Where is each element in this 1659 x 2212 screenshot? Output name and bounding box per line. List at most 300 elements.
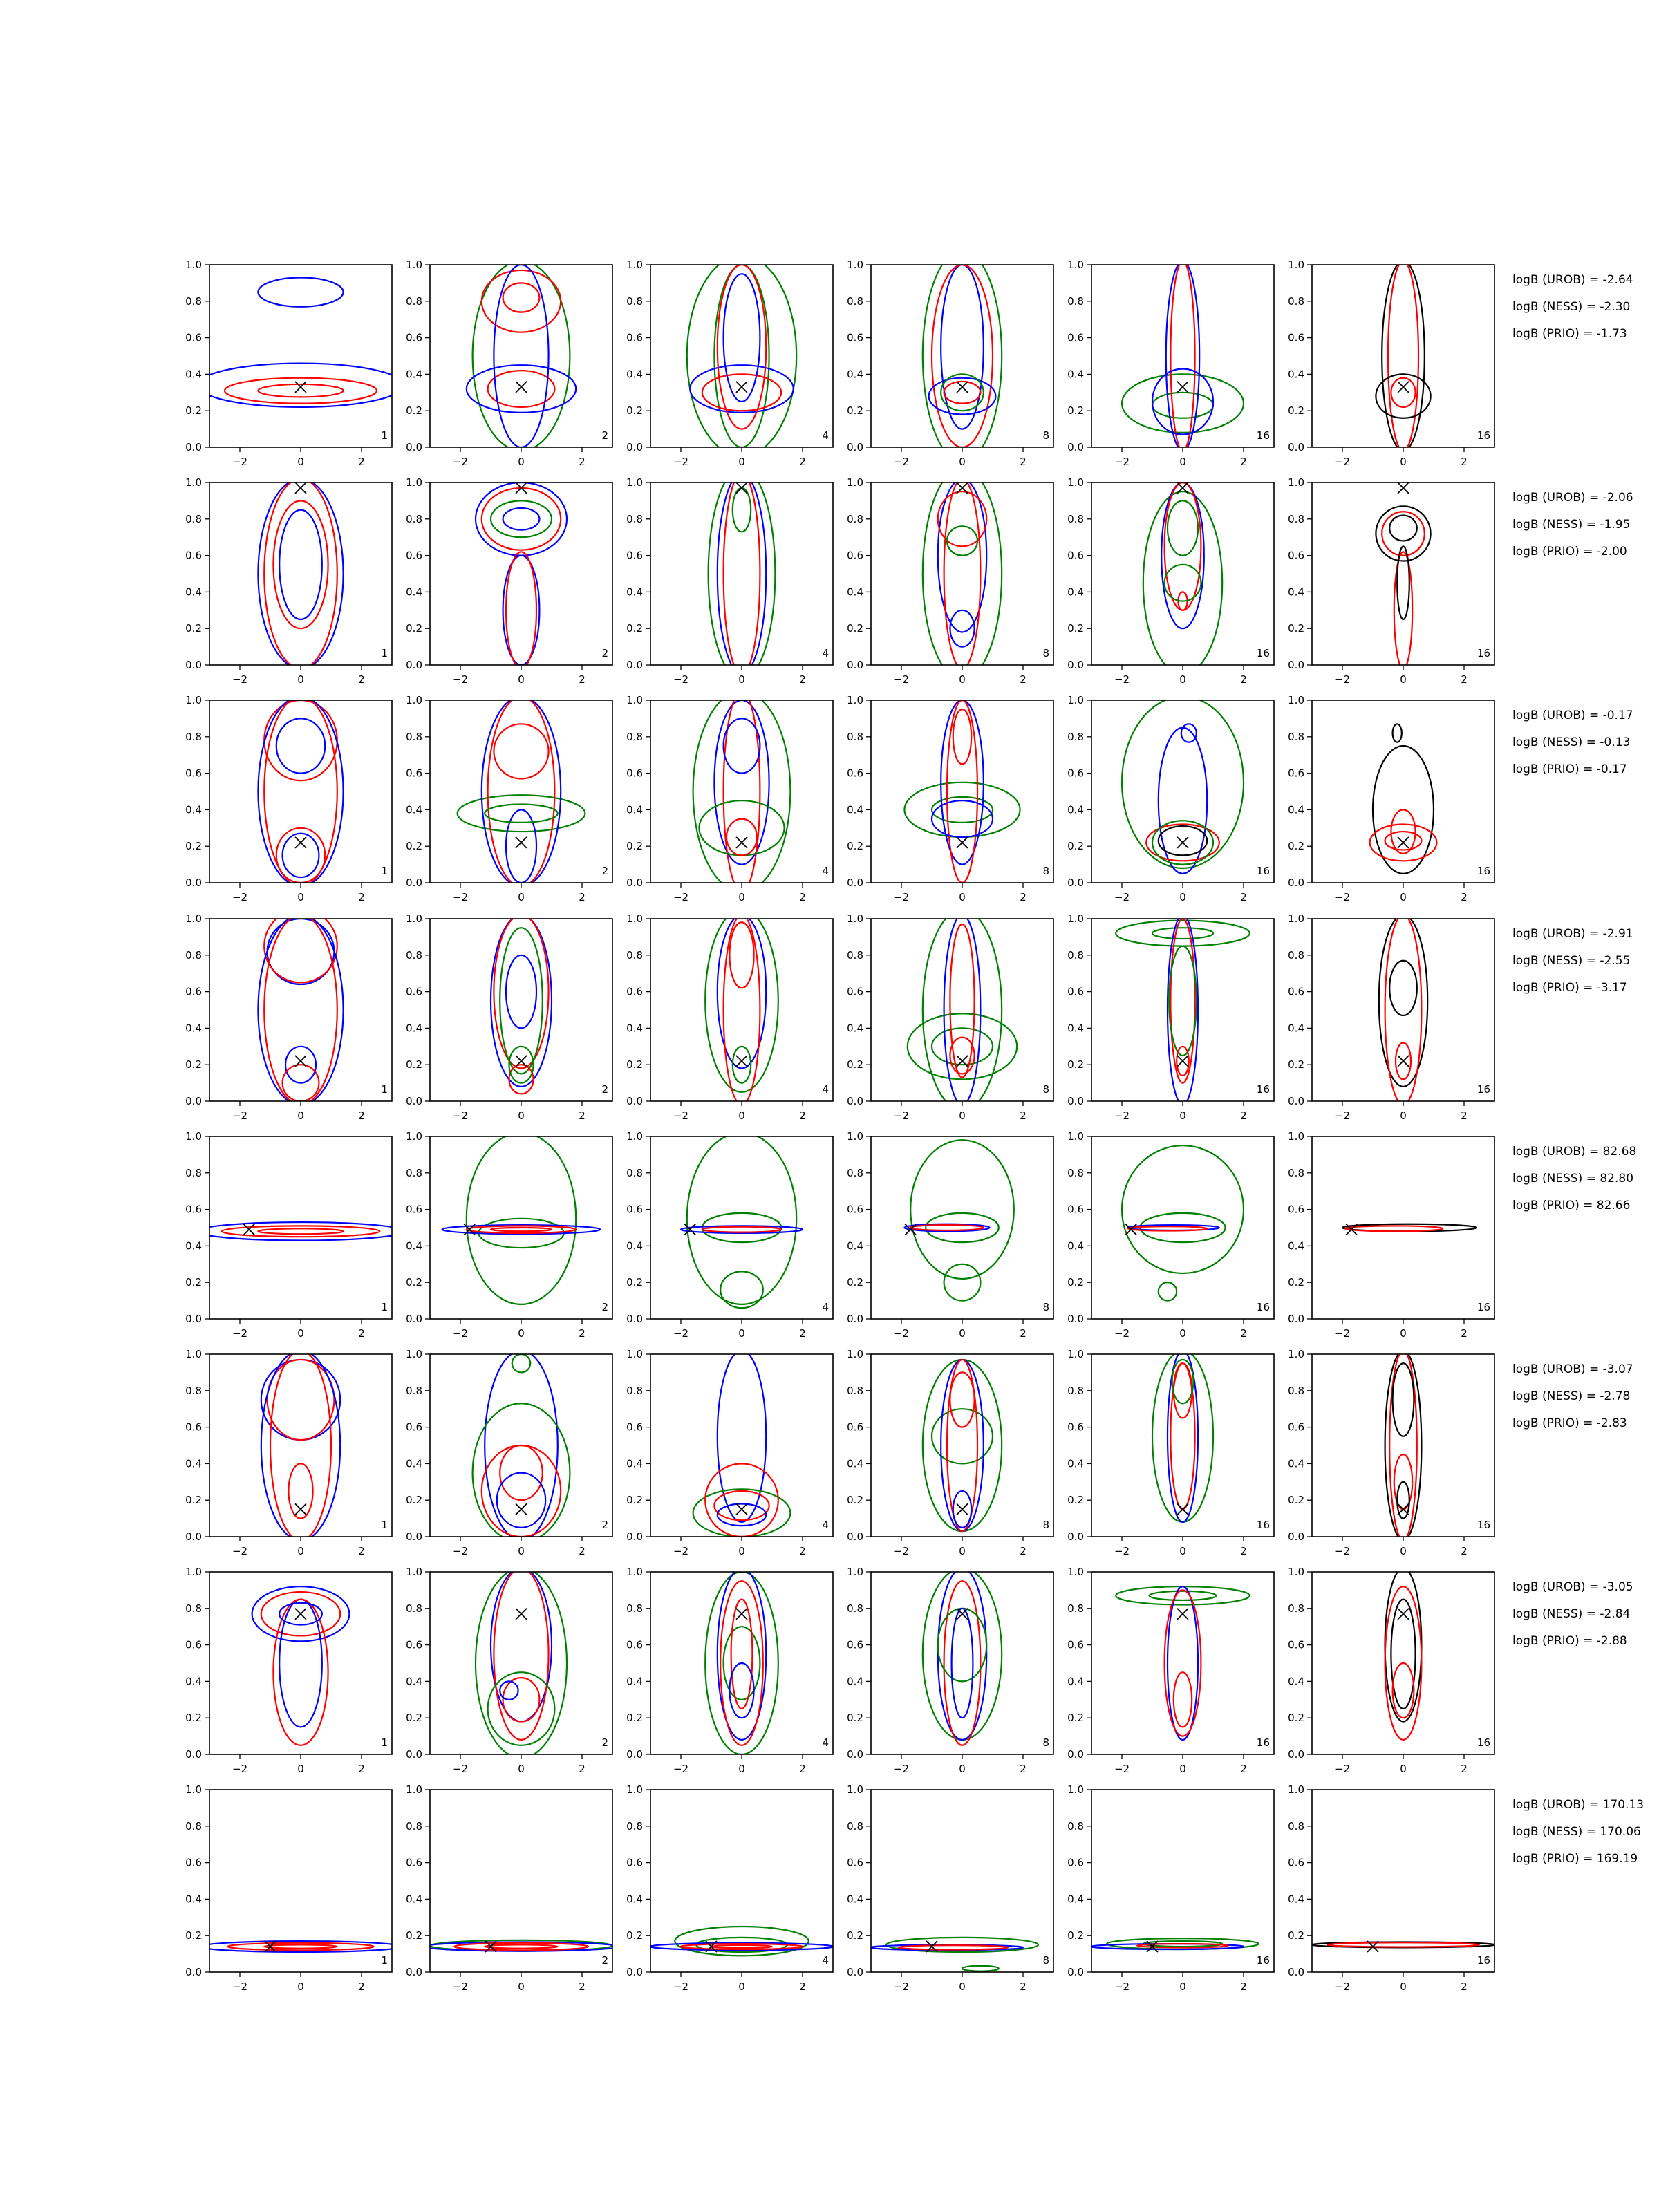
contour-ness: [724, 474, 760, 674]
x-tick-label: 0: [738, 1545, 745, 1557]
axes-frame: [1091, 482, 1274, 665]
logb-annotations-r5: [1512, 1145, 1636, 1212]
panel-r1-c2: [406, 259, 612, 468]
axes-frame: [871, 700, 1053, 883]
contour-group: [258, 697, 343, 887]
contour-group: [904, 1140, 1013, 1300]
contour-group: [871, 1938, 1038, 1971]
x-tick-label: 0: [1179, 891, 1186, 903]
y-tick-label: 1.0: [185, 1783, 202, 1796]
y-tick-label: 0.4: [406, 803, 422, 816]
y-tick-label: 0.2: [1067, 1712, 1084, 1725]
logb-annotations-r6: [1512, 1362, 1633, 1430]
contour-group: [252, 1586, 350, 1745]
y-tick-label: 0.0: [1288, 877, 1304, 889]
y-tick-label: 0.4: [185, 1239, 202, 1253]
y-tick-label: 1.0: [1288, 1566, 1304, 1578]
contour-prio: [1116, 1586, 1250, 1604]
y-tick-label: 1.0: [1067, 1130, 1084, 1143]
x-tick-label: 2: [1461, 891, 1468, 903]
contour-prio: [491, 500, 552, 537]
y-tick-label: 0.8: [406, 730, 422, 743]
contour-ness: [1165, 482, 1201, 610]
y-tick-label: 0.2: [1067, 1276, 1084, 1289]
contour-group: [705, 910, 778, 1105]
contour-urob: [494, 265, 548, 447]
panel-r3-c1: [185, 694, 392, 903]
contour-group: [923, 1568, 1002, 1745]
x-tick-label: 2: [1020, 673, 1027, 686]
y-tick-label: 0.8: [185, 948, 202, 962]
y-tick-label: 0.4: [185, 1022, 202, 1035]
y-tick-label: 0.0: [847, 1313, 863, 1325]
y-tick-label: 0.0: [406, 659, 422, 671]
y-tick-label: 0.0: [626, 877, 643, 889]
y-tick-label: 0.4: [1288, 585, 1304, 599]
y-tick-label: 1.0: [1288, 1348, 1304, 1360]
y-tick-label: 0.6: [185, 1856, 202, 1869]
contour-group: [200, 1941, 401, 1952]
contour-prio: [488, 1672, 555, 1745]
x-tick-label: −2: [893, 1327, 910, 1340]
contour-group: [1143, 482, 1222, 674]
y-tick-label: 1.0: [626, 912, 643, 925]
x-tick-label: −2: [232, 456, 248, 468]
logb-text: logB (PRIO) = -2.88: [1512, 1634, 1627, 1648]
x-tick-label: 0: [518, 1763, 525, 1775]
x-tick-label: −2: [452, 1327, 469, 1340]
axes-frame: [1091, 265, 1274, 447]
y-tick-label: 0.4: [1288, 1675, 1304, 1688]
contour-group: [197, 1222, 404, 1240]
y-tick-label: 1.0: [406, 1130, 422, 1143]
contour-urob: [279, 1600, 322, 1727]
x-tick-label: −2: [893, 1109, 910, 1122]
contour-prio: [714, 265, 769, 447]
contour-truth: [1391, 1600, 1415, 1709]
contour-ness: [1165, 1590, 1201, 1736]
axes-frame: [650, 1136, 833, 1319]
panel-label: 1: [381, 1736, 388, 1749]
y-tick-label: 1.0: [185, 259, 202, 271]
panel-r6-c5: [1067, 1348, 1274, 1557]
y-tick-label: 0.0: [1288, 441, 1304, 453]
logb-text: logB (UROB) = -2.91: [1512, 927, 1633, 941]
panel-label: 16: [1477, 429, 1490, 442]
y-tick-label: 0.4: [1288, 1457, 1304, 1470]
x-tick-label: −2: [1114, 891, 1130, 903]
x-tick-label: 0: [518, 1545, 525, 1557]
y-tick-label: 0.0: [185, 1966, 202, 1978]
panel-r5-c6: [1288, 1130, 1494, 1340]
x-tick-label: 2: [799, 1109, 806, 1122]
x-tick-label: 0: [297, 673, 304, 686]
contour-ness: [268, 1360, 335, 1440]
axes-frame: [1312, 1790, 1494, 1972]
y-tick-label: 0.2: [185, 622, 202, 635]
y-tick-label: 0.0: [1288, 1095, 1304, 1107]
contour-ness: [1327, 1942, 1479, 1947]
contour-ness: [714, 1491, 769, 1520]
y-tick-label: 0.6: [185, 767, 202, 780]
x-tick-label: −2: [452, 1980, 469, 1993]
contour-urob: [491, 1568, 552, 1722]
contour-ness: [1388, 261, 1418, 451]
x-tick-label: 2: [358, 891, 365, 903]
x-tick-label: −2: [893, 1763, 910, 1775]
contour-prio: [705, 910, 778, 1092]
y-tick-label: 0.6: [626, 1203, 643, 1216]
y-tick-label: 0.2: [185, 1712, 202, 1725]
contour-group: [693, 1351, 791, 1537]
contour-ness: [729, 922, 753, 988]
y-tick-label: 0.4: [626, 585, 643, 599]
contour-urob: [467, 365, 576, 413]
axes-frame: [430, 700, 612, 883]
panel-label: 16: [1477, 1736, 1490, 1749]
y-tick-label: 0.4: [406, 1022, 422, 1035]
axes-frame: [209, 700, 392, 883]
contour-ness: [702, 1227, 781, 1232]
x-tick-label: 0: [959, 1763, 966, 1775]
y-tick-label: 0.6: [185, 1421, 202, 1434]
y-tick-label: 0.2: [1067, 404, 1084, 418]
contour-ness: [264, 697, 337, 887]
contour-urob: [1152, 368, 1213, 434]
y-tick-label: 0.2: [406, 840, 422, 853]
x-tick-label: 0: [1179, 673, 1186, 686]
y-tick-label: 0.4: [406, 1675, 422, 1688]
truth-marker: [1177, 1503, 1188, 1515]
y-tick-label: 0.4: [626, 803, 643, 816]
contour-ness: [288, 1463, 312, 1518]
x-tick-label: 0: [518, 456, 525, 468]
panel-label: 16: [1477, 1954, 1490, 1967]
axes-frame: [1312, 919, 1494, 1101]
contour-prio: [947, 526, 977, 555]
contour-prio: [926, 1213, 999, 1242]
y-tick-label: 0.8: [1288, 1819, 1304, 1833]
x-tick-label: −2: [232, 1763, 248, 1775]
y-tick-label: 0.8: [847, 948, 863, 962]
panel-r3-c6: [1288, 694, 1494, 903]
y-tick-label: 0.2: [406, 1276, 422, 1289]
y-tick-label: 0.0: [1288, 1966, 1304, 1978]
contour-ness: [910, 1225, 984, 1230]
panel-r8-c1: [185, 1783, 401, 1993]
y-tick-label: 0.8: [1067, 948, 1084, 962]
axes-frame: [871, 1572, 1053, 1754]
axes-frame: [650, 919, 833, 1101]
y-tick-label: 0.4: [406, 1893, 422, 1906]
contour-ness: [1174, 1363, 1192, 1418]
x-tick-label: 2: [358, 1327, 365, 1340]
panel-r8-c3: [626, 1783, 833, 1993]
x-tick-label: 2: [1240, 1980, 1247, 1993]
panel-r5-c5: [1067, 1130, 1274, 1340]
contour-ness: [899, 1945, 1008, 1949]
logb-text: logB (PRIO) = -3.17: [1512, 981, 1627, 995]
panel-label: 4: [822, 865, 829, 877]
contour-prio: [1152, 1351, 1213, 1522]
contour-urob: [258, 697, 343, 887]
y-tick-label: 0.4: [1067, 1022, 1084, 1035]
truth-marker: [295, 1503, 306, 1515]
y-tick-label: 0.8: [847, 1384, 863, 1397]
y-tick-label: 0.6: [626, 1856, 643, 1869]
contour-prio: [1122, 1145, 1244, 1273]
y-tick-label: 1.0: [1288, 1130, 1304, 1143]
y-tick-label: 0.0: [626, 441, 643, 453]
y-tick-label: 0.0: [847, 1530, 863, 1543]
x-tick-label: 2: [358, 673, 365, 686]
y-tick-label: 0.4: [1067, 1675, 1084, 1688]
x-tick-label: −2: [452, 673, 469, 686]
logb-text: logB (UROB) = -0.17: [1512, 709, 1633, 722]
contour-ness: [494, 724, 548, 778]
contour-prio: [938, 1609, 986, 1682]
y-tick-label: 0.8: [1067, 294, 1084, 308]
contour-urob: [482, 697, 561, 887]
x-tick-label: −2: [1114, 456, 1130, 468]
axes-frame: [1312, 700, 1494, 883]
y-tick-label: 0.8: [1067, 1384, 1084, 1397]
x-tick-label: 2: [358, 1980, 365, 1993]
y-tick-label: 0.8: [1067, 1602, 1084, 1615]
panel-r1-c4: [847, 250, 1053, 468]
y-tick-label: 0.8: [626, 948, 643, 962]
contour-prio: [1152, 928, 1213, 939]
truth-marker: [957, 837, 968, 848]
y-tick-label: 0.2: [1067, 1058, 1084, 1071]
contour-urob: [714, 700, 769, 865]
y-tick-label: 0.4: [406, 368, 422, 381]
y-tick-label: 0.8: [847, 1602, 863, 1615]
panel-r6-c3: [626, 1348, 833, 1557]
panel-r1-c5: [1067, 259, 1274, 468]
contour-group: [681, 1133, 803, 1308]
truth-marker: [684, 1224, 695, 1235]
x-tick-label: 0: [1400, 1327, 1407, 1340]
y-tick-label: 0.2: [626, 1276, 643, 1289]
y-tick-label: 1.0: [626, 1566, 643, 1578]
panel-r7-c1: [185, 1566, 392, 1775]
truth-marker: [736, 1609, 747, 1620]
x-tick-label: 2: [1461, 1109, 1468, 1122]
panel-r7-c4: [847, 1566, 1053, 1775]
contour-urob: [261, 1360, 340, 1440]
y-tick-label: 0.8: [1067, 1819, 1084, 1833]
contour-prio: [1143, 491, 1222, 674]
y-tick-label: 0.4: [1067, 585, 1084, 599]
contour-ness: [1385, 915, 1422, 1105]
x-tick-label: −2: [1334, 1980, 1351, 1993]
y-tick-label: 0.6: [626, 549, 643, 562]
contour-ness: [1389, 1351, 1417, 1541]
panel-label: 1: [381, 1519, 388, 1531]
y-tick-label: 0.8: [1288, 730, 1304, 743]
x-tick-label: −2: [232, 673, 248, 686]
y-tick-label: 1.0: [185, 476, 202, 489]
x-tick-label: 2: [1020, 1109, 1027, 1122]
y-tick-label: 0.4: [1288, 803, 1304, 816]
x-tick-label: 0: [959, 891, 966, 903]
panel-r3-c2: [406, 694, 612, 903]
logb-text: logB (PRIO) = -2.00: [1512, 545, 1627, 559]
panel-label: 2: [601, 1519, 608, 1531]
y-tick-label: 0.6: [1067, 1203, 1084, 1216]
y-tick-label: 0.8: [406, 512, 422, 525]
y-tick-label: 0.6: [1067, 985, 1084, 998]
y-tick-label: 1.0: [1067, 1783, 1084, 1796]
y-tick-label: 0.8: [626, 1602, 643, 1615]
panel-label: 16: [1256, 1301, 1270, 1313]
truth-marker: [1398, 837, 1409, 848]
y-tick-label: 1.0: [1067, 694, 1084, 706]
x-tick-label: 0: [297, 1545, 304, 1557]
contour-truth: [1385, 1568, 1422, 1722]
contour-urob: [952, 1609, 973, 1718]
truth-marker: [516, 382, 527, 393]
y-tick-label: 0.4: [626, 1457, 643, 1470]
contour-ness: [494, 1568, 548, 1740]
y-tick-label: 0.2: [847, 1712, 863, 1725]
panel-label: 8: [1042, 647, 1049, 659]
x-tick-label: −2: [673, 1327, 689, 1340]
contour-truth: [1389, 516, 1417, 541]
y-tick-label: 0.6: [1067, 767, 1084, 780]
y-tick-label: 0.8: [1288, 1602, 1304, 1615]
contour-group: [261, 1351, 340, 1541]
panel-r1-c1: [185, 259, 404, 468]
contour-ness: [953, 709, 971, 764]
y-tick-label: 0.0: [406, 1530, 422, 1543]
panel-label: 8: [1042, 429, 1049, 442]
y-tick-label: 1.0: [847, 259, 863, 271]
contour-ness: [491, 1228, 552, 1231]
y-tick-label: 0.4: [185, 803, 202, 816]
y-tick-label: 1.0: [406, 912, 422, 925]
panel-r4-c4: [847, 910, 1053, 1122]
contour-urob: [718, 1351, 766, 1522]
contour-prio: [941, 374, 984, 411]
panel-label: 2: [601, 429, 608, 442]
y-tick-label: 0.8: [1067, 1166, 1084, 1179]
y-tick-label: 0.0: [1288, 659, 1304, 671]
y-tick-label: 1.0: [847, 476, 863, 489]
contour-ness: [1174, 1672, 1192, 1727]
contour-prio: [1152, 393, 1213, 418]
axes-frame: [650, 482, 833, 665]
y-tick-label: 0.8: [626, 1166, 643, 1179]
x-tick-label: 0: [1179, 1980, 1186, 1993]
x-tick-label: 2: [1461, 1327, 1468, 1340]
y-tick-label: 0.8: [185, 1384, 202, 1397]
contour-urob: [506, 955, 536, 1029]
y-tick-label: 0.8: [847, 730, 863, 743]
contour-prio: [1168, 500, 1198, 555]
y-tick-label: 0.0: [1067, 877, 1084, 889]
panel-label: 4: [822, 1954, 829, 1967]
contour-prio: [699, 800, 784, 855]
x-tick-label: 0: [297, 1327, 304, 1340]
contour-prio: [687, 256, 796, 456]
truth-marker: [295, 837, 306, 848]
contour-group: [1379, 915, 1427, 1105]
truth-marker: [1398, 1609, 1409, 1620]
y-tick-label: 0.6: [1288, 1203, 1304, 1216]
panel-label: 8: [1042, 1736, 1049, 1749]
y-tick-label: 0.4: [1067, 1239, 1084, 1253]
contour-urob: [258, 277, 343, 306]
y-tick-label: 1.0: [626, 476, 643, 489]
contour-urob: [283, 834, 319, 877]
truth-marker: [957, 1503, 968, 1515]
logb-text: logB (NESS) = -2.84: [1512, 1607, 1631, 1621]
x-tick-label: 2: [1020, 1545, 1027, 1557]
truth-marker: [736, 382, 747, 393]
y-tick-label: 0.2: [1288, 1929, 1304, 1942]
y-tick-label: 0.2: [1288, 404, 1304, 418]
x-tick-label: 2: [1461, 673, 1468, 686]
contour-group: [442, 1133, 601, 1304]
contour-prio: [910, 1140, 1014, 1279]
truth-marker: [1177, 1609, 1188, 1620]
x-tick-label: 2: [579, 891, 585, 903]
y-tick-label: 0.4: [1067, 368, 1084, 381]
y-tick-label: 0.6: [1288, 331, 1304, 344]
contour-ness: [503, 283, 540, 312]
y-tick-label: 0.6: [1067, 1421, 1084, 1434]
x-tick-label: −2: [893, 1545, 910, 1557]
y-tick-label: 1.0: [1288, 694, 1304, 706]
y-tick-label: 0.6: [1067, 331, 1084, 344]
panel-r8-c4: [847, 1783, 1053, 1993]
contour-truth: [1393, 724, 1402, 742]
axes-frame: [1312, 482, 1494, 665]
y-tick-label: 0.4: [185, 1893, 202, 1906]
panel-r5-c4: [847, 1130, 1053, 1340]
x-tick-label: 0: [518, 1109, 525, 1122]
contour-ness: [1170, 261, 1194, 451]
y-tick-label: 0.8: [406, 1384, 422, 1397]
y-tick-label: 1.0: [185, 1348, 202, 1360]
contour-ness: [482, 488, 561, 550]
x-tick-label: 0: [738, 1109, 745, 1122]
contour-prio: [512, 1354, 530, 1372]
contour-urob: [503, 556, 540, 665]
contour-urob: [261, 1351, 340, 1541]
y-tick-label: 0.6: [847, 1203, 863, 1216]
contour-group: [258, 910, 343, 1105]
x-tick-label: −2: [673, 1545, 689, 1557]
y-tick-label: 0.0: [626, 1530, 643, 1543]
panel-r4-c3: [626, 910, 833, 1122]
contour-group: [424, 1940, 619, 1952]
x-tick-label: −2: [673, 456, 689, 468]
panel-label: 4: [822, 1519, 829, 1531]
contour-ness: [482, 1445, 561, 1537]
x-tick-label: −2: [893, 673, 910, 686]
contour-prio: [923, 250, 1002, 462]
logb-text: logB (NESS) = -2.55: [1512, 954, 1631, 968]
x-tick-label: 2: [1461, 1763, 1468, 1775]
contour-group: [197, 277, 404, 406]
contour-prio: [1122, 374, 1244, 432]
contour-group: [904, 700, 1020, 883]
contour-group: [1116, 1586, 1250, 1740]
x-tick-label: 0: [959, 1545, 966, 1557]
